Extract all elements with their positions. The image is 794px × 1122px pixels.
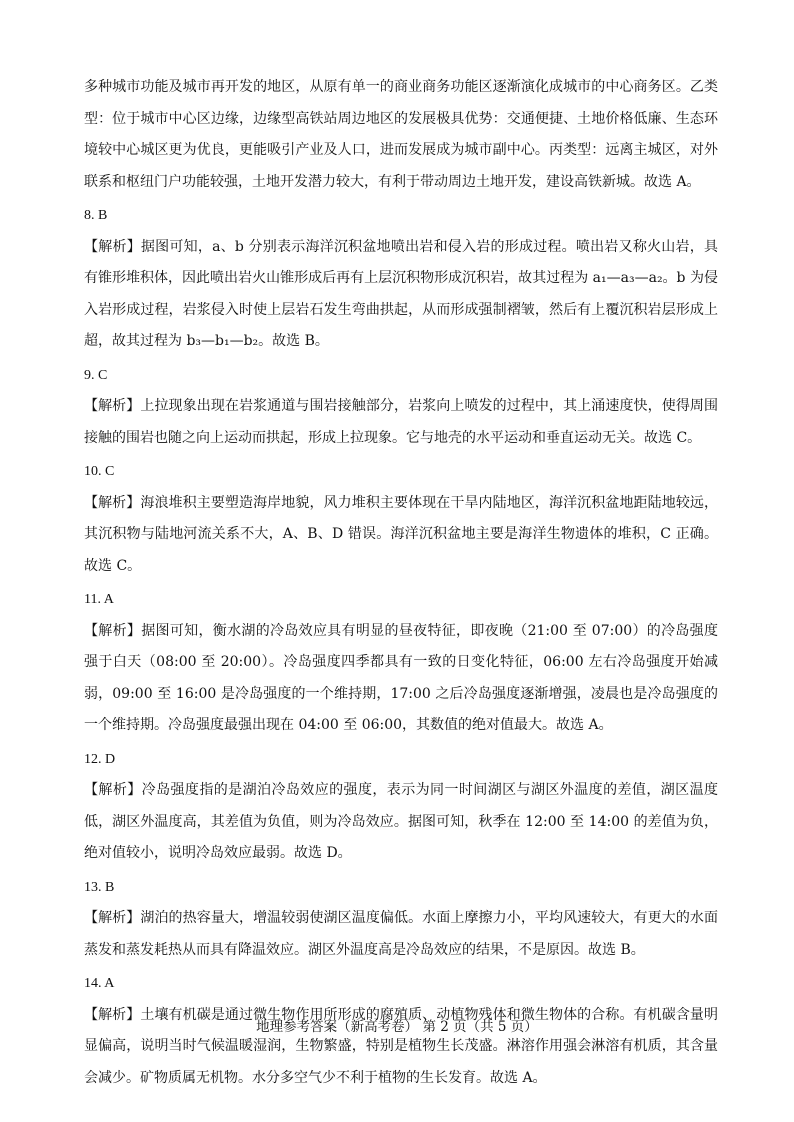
answer-item-13 — [84, 870, 718, 967]
answer-explanation: 【解析】上拉现象出现在岩浆通道与围岩接触部分，岩浆向上喷发的过程中，其上涌速度快，使得周围接触的围岩也随之向上运动而拱起，形成上拉现象。它与地壳的水平运动和垂直运动无关。故选 C。 — [84, 398, 718, 446]
answer-page — [84, 72, 718, 1094]
answer-explanation: 【解析】湖泊的热容量大，增温较弱使湖区温度偏低。水面上摩擦力小，平均风速较大，有更大的水面蒸发和蒸发耗热从而具有降温效应。湖区外温度高是冷岛效应的结果，不是原因。故选 B。 — [84, 910, 718, 958]
answer-item-9 — [84, 358, 718, 455]
answer-number: 10. C — [84, 464, 115, 479]
answer-item-11 — [84, 582, 718, 742]
intro-paragraph: 多种城市功能及城市再开发的地区，从原有单一的商业商务功能区逐渐演化成城市的中心商务区。乙类型：位于城市中心区边缘，边缘型高铁站周边地区的发展极具优势：交通便捷、土地价格低廉、生态环境较中心城区更为优良，更能吸引产业及人口，进而发展成为城市副中心。丙类型：远离主城区，对外联系和枢纽门户功能较强，土地开发潜力较大，有利于带动周边土地开发，建设高铁新城。故选 A。 — [84, 79, 718, 190]
answer-number: 13. B — [84, 879, 115, 895]
answer-explanation: 【解析】据图可知，a、b 分别表示海洋沉积盆地喷出岩和侵入岩的形成过程。喷出岩又称火山岩，具有锥形堆积体，因此喷出岩火山锥形成后再有上层沉积物形成沉积岩，故其过程为 a₁—a₃—a₂。b 为侵入岩形成过程，岩浆侵入时使上层岩石发生弯曲拱起，从而形成强制褶皱，然后有上覆沉积岩层形成上超，故其过程为 b₃—b₁—b₂。故选 B。 — [84, 238, 718, 349]
page-footer: 地理参考答案（新高考卷） 第 2 页（共 5 页） — [256, 1019, 538, 1035]
answer-number: 14. A — [84, 976, 115, 991]
answer-explanation: 【解析】海浪堆积主要塑造海岸地貌，风力堆积主要体现在干旱内陆地区，海洋沉积盆地距陆地较远，其沉积物与陆地河流关系不大，A、B、D 错误。海洋沉积盆地主要是海洋生物遗体的堆积，C 正确。故选 C。 — [84, 494, 718, 574]
answer-item-8 — [84, 198, 718, 358]
answer-number: 12. D — [84, 751, 116, 767]
answer-item-10 — [84, 454, 718, 582]
answer-explanation: 【解析】土壤有机碳是通过微生物作用所形成的腐殖质、动植物残体和微生物体的合称。有机碳含量明显偏高，说明当时气候温暖湿润，生物繁盛，特别是植物生长茂盛。淋溶作用强会淋溶有机质，其含量会减少。矿物质属无机物。水分多空气少不利于植物的生长发育。故选 A。 — [84, 1006, 718, 1086]
answer-number: 8. B — [84, 208, 108, 223]
answer-explanation: 【解析】冷岛强度指的是湖泊冷岛效应的强度，表示为同一时间湖区与湖区外温度的差值，湖区温度低，湖区外温度高，其差值为负值，则为冷岛效应。据图可知，秋季在 12:00 至 14:00 的差值为负，绝对值较小，说明冷岛效应最弱。故选 D。 — [84, 782, 718, 861]
answer-explanation: 【解析】据图可知，衡水湖的冷岛效应具有明显的昼夜特征，即夜晚（21:00 至 07:00）的冷岛强度强于白天（08:00 至 20:00）。冷岛强度四季都具有一致的日变化特征，06:00 左右冷岛强度开始减弱，09:00 至 16:00 是冷岛强度的一个维持期，17:00 之后冷岛强度逐渐增强，凌晨也是冷岛强度的一个维持期。冷岛强度最强出现在 04:00 至 06:00，其数值的绝对值最大。故选 A。 — [84, 622, 718, 733]
answer-number: 11. A — [84, 592, 114, 607]
answer-item-12 — [84, 742, 718, 870]
answer-number: 9. C — [84, 367, 108, 383]
